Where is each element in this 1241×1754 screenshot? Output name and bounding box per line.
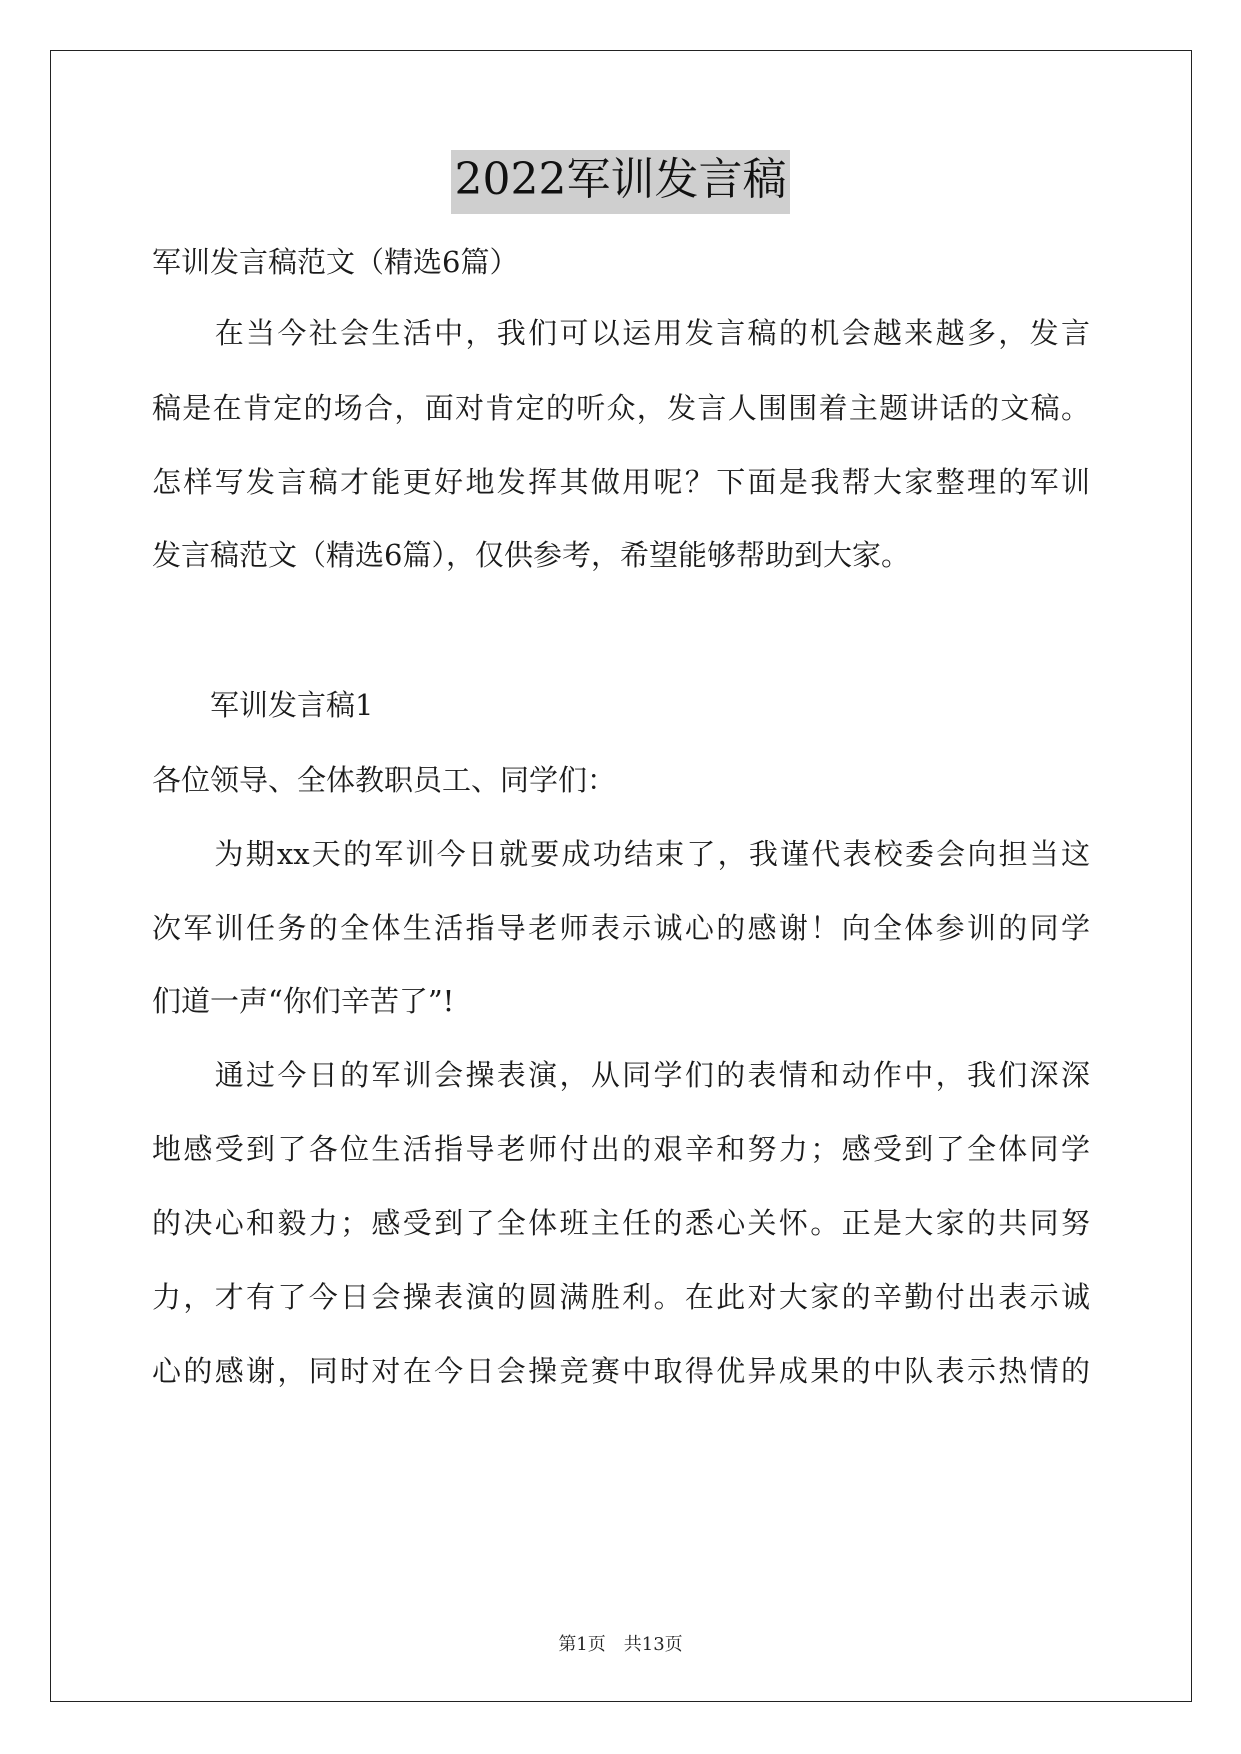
paragraph-line: 的决心和毅力；感受到了全体班主任的悉心关怀。正是大家的共同努	[152, 1206, 1090, 1240]
intro-line: 发言稿范文（精选6篇），仅供参考，希望能够帮助到大家。	[152, 538, 910, 572]
salutation: 各位领导、全体教职员工、同学们：	[152, 763, 617, 797]
section-heading: 军训发言稿1	[152, 688, 374, 722]
document-title-wrap	[0, 150, 1241, 214]
page-border	[50, 50, 1192, 1702]
paragraph-line: 们道一声“你们辛苦了”!	[152, 984, 455, 1018]
paragraph-line: 通过今日的军训会操表演，从同学们的表情和动作中，我们深深	[152, 1058, 1090, 1092]
intro-line: 在当今社会生活中，我们可以运用发言稿的机会越来越多，发言	[152, 316, 1090, 350]
paragraph-line: 次军训任务的全体生活指导老师表示诚心的感谢！向全体参训的同学	[152, 911, 1090, 945]
paragraph-line: 为期xx天的军训今日就要成功结束了，我谨代表校委会向担当这	[152, 837, 1090, 871]
paragraph-line: 心的感谢，同时对在今日会操竞赛中取得优异成果的中队表示热情的	[152, 1354, 1090, 1388]
document-title: 2022军训发言稿	[451, 150, 791, 214]
intro-line: 怎样写发言稿才能更好地发挥其做用呢？下面是我帮大家整理的军训	[152, 465, 1090, 499]
paragraph-line: 地感受到了各位生活指导老师付出的艰辛和努力；感受到了全体同学	[152, 1132, 1090, 1166]
paragraph-line: 力，才有了今日会操表演的圆满胜利。在此对大家的辛勤付出表示诚	[152, 1280, 1090, 1314]
intro-line: 稿是在肯定的场合，面对肯定的听众，发言人围围着主题讲话的文稿。	[152, 391, 1090, 425]
page-number: 第1页 共13页	[558, 1634, 683, 1655]
document-subtitle: 军训发言稿范文（精选6篇）	[152, 245, 519, 279]
